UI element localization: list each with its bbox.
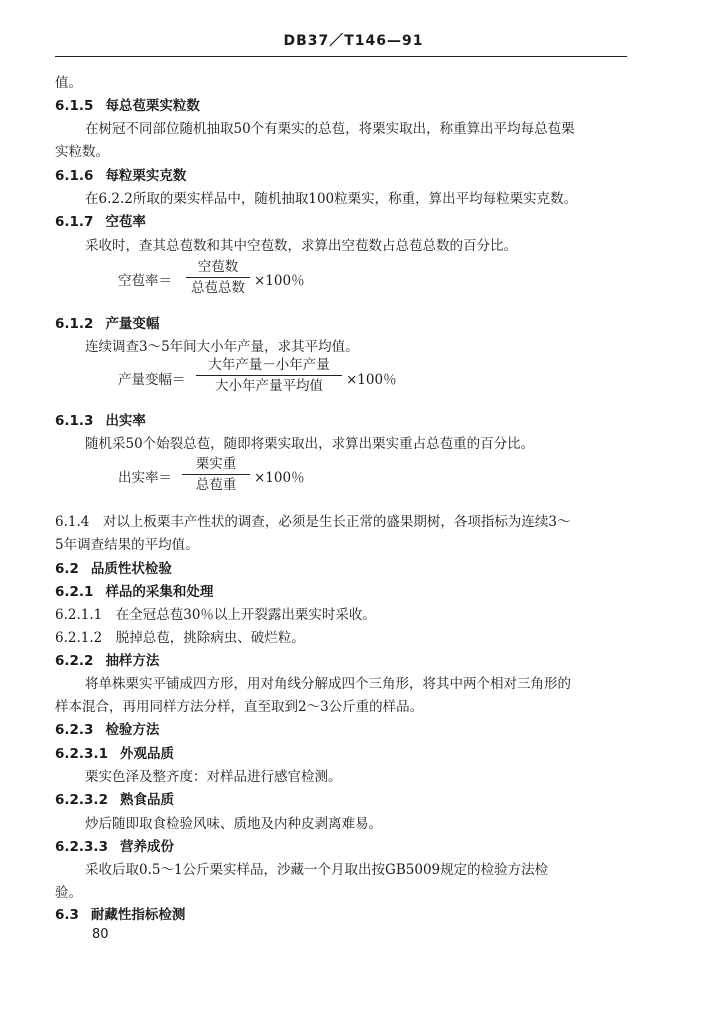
section-title: 抽样方法: [105, 653, 160, 669]
text-line: 连续调查3～5年间大小年产量，求其平均值。: [85, 339, 359, 355]
text-line: 将单株栗实平铺成四方形，用对角线分解成四个三角形，将其中两个相对三角形的: [85, 676, 571, 692]
formula-denominator: 总苞重: [195, 477, 237, 493]
section-title: 每粒栗实克数: [105, 168, 187, 184]
text-line: 实粒数。: [55, 144, 109, 160]
section-heading: [55, 837, 174, 857]
text-line: 值。: [55, 75, 82, 91]
section-title: 品质性状检验: [90, 561, 172, 577]
section-number: 6.2.1: [55, 584, 94, 600]
section-number: 6.2.3.2: [55, 792, 108, 808]
text-line: 样本混合，再用同样方法分样，直至取到2～3公斤重的样品。: [55, 699, 424, 715]
formula-denominator: 总苞总数: [191, 280, 245, 296]
section-heading: [55, 905, 185, 925]
section-heading: [55, 166, 186, 186]
text-line: 采收时，查其总苞数和其中空苞数，求算出空苞数占总苞总数的百分比。: [85, 238, 517, 254]
section-heading: [55, 96, 200, 116]
formula-fraction: [196, 355, 342, 396]
text-line: 6.1.4 对以上板栗丰产性状的调查，必须是生长正常的盛果期树，各项指标为连续3～: [55, 514, 571, 530]
text-line: 6.2.1.1 在全冠总苞30％以上开裂露出栗实时采收。: [55, 607, 376, 623]
formula-suffix: ×100％: [254, 470, 305, 486]
formula-numerator: 大年产量－小年产量: [208, 357, 330, 373]
section-title: 产量变幅: [105, 316, 160, 332]
section-heading: [55, 212, 146, 232]
page-header: DB37／T146—91: [283, 33, 424, 49]
formula-denominator: 大小年产量平均值: [215, 378, 323, 394]
formula-fraction: [186, 257, 250, 298]
text-line: 采收后取0.5～1公斤栗实样品，沙藏一个月取出按GB5009规定的检验方法检: [85, 862, 549, 878]
page-number: 80: [92, 927, 109, 942]
section-number: 6.2.2: [55, 653, 94, 669]
section-heading: [55, 790, 174, 810]
text-line: 在6.2.2所取的栗实样品中，随机抽取100粒栗实，称重，算出平均每粒栗实克数。: [85, 191, 578, 207]
text-line: 栗实色泽及整齐度：对样品进行感官检测。: [85, 769, 342, 785]
section-title: 耐藏性指标检测: [90, 907, 186, 923]
section-title: 出实率: [105, 413, 146, 429]
section-heading: [55, 744, 174, 764]
section-number: 6.2.3.1: [55, 746, 108, 762]
section-title: 每总苞栗实粒数: [105, 98, 200, 114]
section-title: 样品的采集和处理: [105, 584, 214, 600]
section-number: 6.1.2: [55, 316, 94, 332]
text-line: 6.2.1.2 脱掉总苞，挑除病虫、破烂粒。: [55, 630, 305, 646]
section-title: 熟食品质: [119, 792, 174, 808]
text-line: 随机采50个始裂总苞，随即将栗实取出，求算出栗实重占总苞重的百分比。: [85, 436, 535, 452]
section-number: 6.1.5: [55, 98, 94, 114]
section-heading: [55, 314, 159, 334]
section-heading: [55, 651, 159, 671]
text-line: 炒后随即取食检验风味、质地及内种皮剥离难易。: [85, 816, 382, 832]
formula-label: 空苞率＝: [118, 273, 172, 289]
section-number: 6.3: [55, 907, 79, 923]
section-number: 6.1.3: [55, 413, 94, 429]
formula-fraction: [182, 454, 250, 495]
section-title: 检验方法: [105, 722, 160, 738]
section-number: 6.2.3: [55, 722, 94, 738]
formula-label: 产量变幅＝: [118, 372, 186, 388]
section-number: 6.1.7: [55, 214, 94, 230]
text-line: 5年调查结果的平均值。: [55, 537, 199, 553]
section-number: 6.1.6: [55, 168, 94, 184]
section-title: 营养成份: [119, 839, 174, 855]
header-rule: [55, 56, 627, 57]
formula-numerator: 栗实重: [195, 456, 237, 472]
section-heading: [55, 559, 172, 579]
section-number: 6.2: [55, 561, 79, 577]
section-title: 外观品质: [119, 746, 174, 762]
section-number: 6.2.3.3: [55, 839, 108, 855]
section-heading: [55, 582, 213, 602]
section-title: 空苞率: [105, 214, 146, 230]
text-line: 在树冠不同部位随机抽取50个有栗实的总苞，将栗实取出，称重算出平均每总苞栗: [85, 121, 575, 137]
formula-suffix: ×100％: [346, 372, 397, 388]
section-heading: [55, 720, 159, 740]
section-heading: [55, 411, 146, 431]
text-line: 验。: [55, 885, 82, 901]
formula-suffix: ×100％: [254, 273, 305, 289]
formula-label: 出实率＝: [118, 470, 172, 486]
formula-numerator: 空苞数: [197, 259, 239, 275]
